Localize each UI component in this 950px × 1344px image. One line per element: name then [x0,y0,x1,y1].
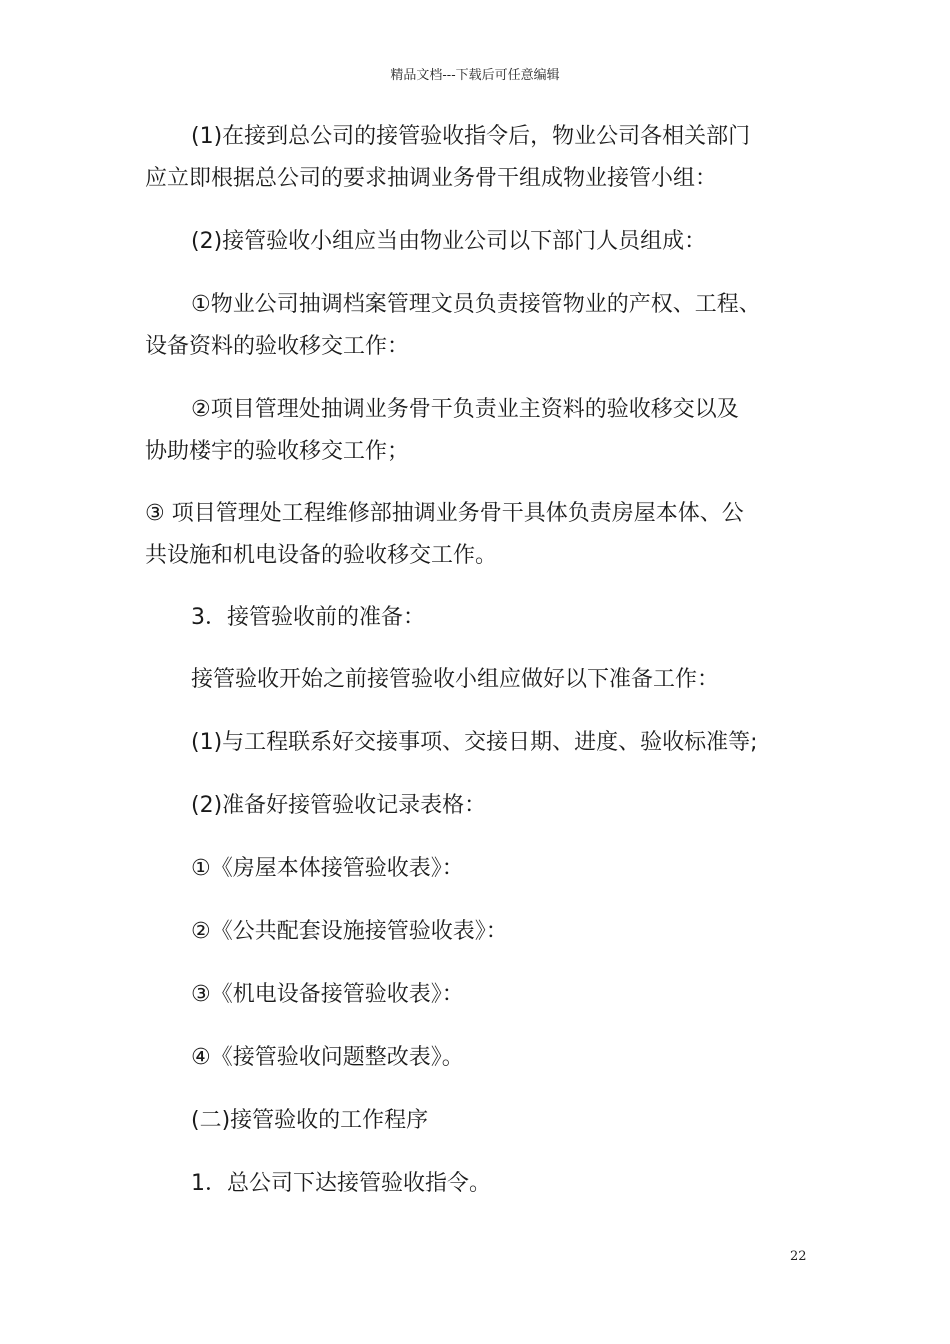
paragraph-line: 应立即根据总公司的要求抽调业务骨干组成物业接管小组： [145,166,718,191]
paragraph-line: 共设施和机电设备的验收移交工作。 [145,543,498,568]
paragraph-2 [145,221,817,263]
paragraph-line: 接管验收开始之前接管验收小组应做好以下准备工作： [191,667,720,692]
section-heading [145,597,817,639]
paragraph-line: (二)接管验收的工作程序 [191,1108,429,1133]
paragraph-line: (2)接管验收小组应当由物业公司以下部门人员组成： [191,229,707,254]
paragraph-3 [145,284,817,368]
paragraph-line: 协助楼宇的验收移交工作； [145,439,410,464]
list-item [145,1037,817,1079]
page-number: 22 [790,1249,807,1264]
section-heading [145,1100,817,1142]
paragraph-line: ②《公共配套设施接管验收表》： [191,919,508,944]
paragraph-line: ④《接管验收问题整改表》。 [191,1045,464,1070]
paragraph-line: (1)与工程联系好交接事项、交接日期、进度、验收标准等; [191,730,758,755]
list-item [145,974,817,1016]
paragraph-5 [145,493,817,577]
list-item [145,848,817,890]
paragraph-line: 1．总公司下达接管验收指令。 [191,1171,491,1196]
paragraph-8 [145,785,817,827]
paragraph-line: ①《房屋本体接管验收表》： [191,856,464,881]
paragraph-line: (2)准备好接管验收记录表格： [191,793,487,818]
paragraph-line: ③《机电设备接管验收表》： [191,982,464,1007]
paragraph-line: ②项目管理处抽调业务骨干负责业主资料的验收移交以及 [191,397,739,422]
page-header: 精品文档---下载后可任意编辑 [390,68,560,83]
paragraph-line: (1)在接到总公司的接管验收指令后，物业公司各相关部门 [191,124,751,149]
paragraph-line: 3．接管验收前的准备： [191,605,425,630]
paragraph-4 [145,389,817,473]
paragraph-1 [145,116,817,200]
paragraph-7 [145,722,817,764]
paragraph-line: ③ 项目管理处工程维修部抽调业务骨干具体负责房屋本体、公 [145,501,744,526]
paragraph-line: ①物业公司抽调档案管理文员负责接管物业的产权、工程、 [191,292,761,317]
paragraph-9 [145,1163,817,1205]
paragraph-line: 设备资料的验收移交工作： [145,334,410,359]
list-item [145,911,817,953]
paragraph-6 [145,659,817,701]
